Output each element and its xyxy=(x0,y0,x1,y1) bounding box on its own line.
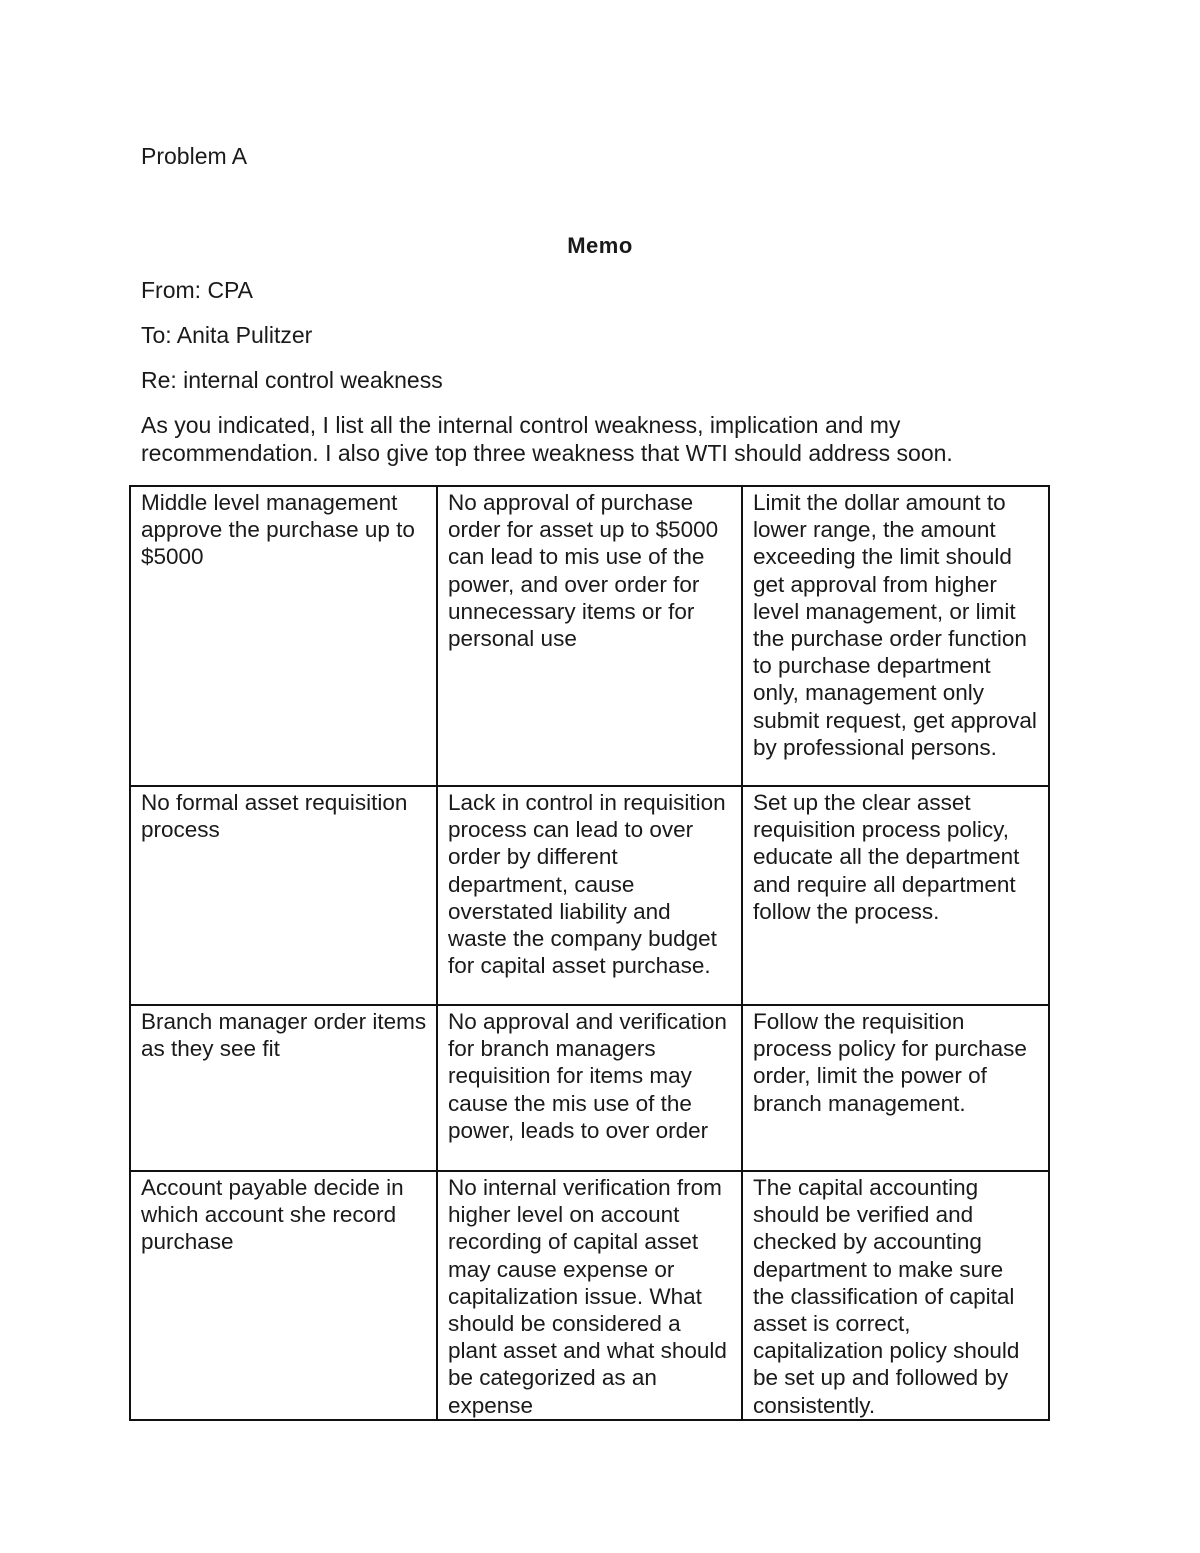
weakness-cell: Account payable decide in which account she record purchase xyxy=(130,1171,437,1420)
recommendation-cell: Set up the clear asset requisition process policy, educate all the department and require all department follow the process. xyxy=(742,786,1049,1005)
memo-re: Re: internal control weakness xyxy=(141,367,443,393)
memo-to: To: Anita Pulitzer xyxy=(141,322,313,348)
memo-title: Memo xyxy=(567,233,633,258)
memo-from: From: CPA xyxy=(141,277,254,303)
weakness-cell: Middle level management approve the purchase up to $5000 xyxy=(130,486,437,786)
implication-cell: No internal verification from higher level on account recording of capital asset may cause expense or capitalization issue. What should be considered a plant asset and what should be categorized as an expense xyxy=(437,1171,742,1420)
weakness-table xyxy=(129,485,1050,1421)
recommendation-cell: The capital accounting should be verified and checked by accounting department to make sure the classification of capital asset is correct, capitalization policy should be set up and followed by consistently. xyxy=(742,1171,1049,1420)
implication-cell: Lack in control in requisition process can lead to over order by different department, cause overstated liability and waste the company budget for capital asset purchase. xyxy=(437,786,742,1005)
memo-intro: As you indicated, I list all the internal control weakness, implication and my recommendation. I also give top three weakness that WTI should address soon. xyxy=(141,412,953,466)
weakness-cell: No formal asset requisition process xyxy=(130,786,437,1005)
recommendation-cell: Limit the dollar amount to lower range, the amount exceeding the limit should get approval from higher level management, or limit the purchase order function to purchase department only, management only submit request, get approval by professional persons. xyxy=(742,486,1049,786)
implication-cell: No approval and verification for branch managers requisition for items may cause the mis use of the power, leads to over order xyxy=(437,1005,742,1171)
table-row xyxy=(130,1171,1049,1420)
table-row xyxy=(130,486,1049,786)
implication-cell: No approval of purchase order for asset up to $5000 can lead to mis use of the power, and over order for unnecessary items or for personal use xyxy=(437,486,742,786)
weakness-cell: Branch manager order items as they see fit xyxy=(130,1005,437,1171)
table-row xyxy=(130,1005,1049,1171)
table-row xyxy=(130,786,1049,1005)
problem-label: Problem A xyxy=(141,143,248,169)
recommendation-cell: Follow the requisition process policy for purchase order, limit the power of branch management. xyxy=(742,1005,1049,1171)
